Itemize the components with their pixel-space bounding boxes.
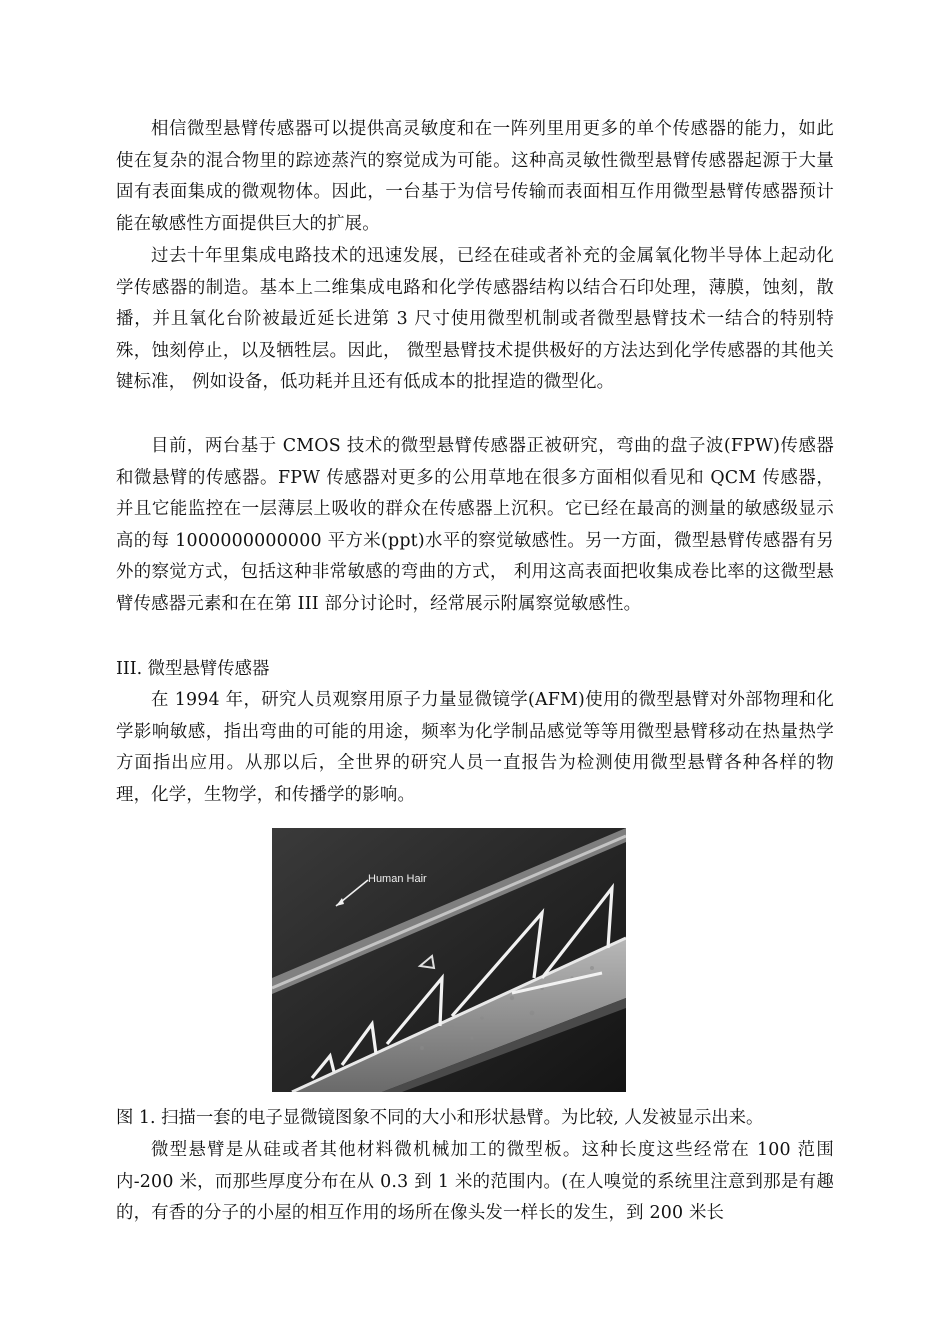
paragraph-3: 目前，两台基于 CMOS 技术的微型悬臂传感器正被研究，弯曲的盘子波(FPW)传感器和微悬臂的传感器。FPW 传感器对更多的公用草地在很多方面相似看见和 QCM 传感器， 并且它能监控在一层薄层上吸收的群众在传感器上沉积。它已经在最高的测量的敏感级显示高的每 1000000000000 平方米(ppt)水平的察觉敏感性。另一方面，微型悬臂传感器有另外的察觉方式，包括这种非常敏感的弯曲的方式， 利用这高表面把收集成卷比率的这微型悬臂传感器元素和在在第 III 部分讨论时，经常展示附属察觉敏感性。 bbox=[116, 436, 834, 614]
cantilever-micrograph bbox=[272, 828, 626, 1092]
section-heading: III. 微型悬臂传感器 bbox=[116, 659, 270, 679]
figure-caption: 图 1. 扫描一套的电子显微镜图象不同的大小和形状悬臂。为比较, 人发被显示出来。 bbox=[116, 1108, 764, 1128]
paragraph-2: 过去十年里集成电路技术的迅速发展，已经在硅或者补充的金属氧化物半导体上起动化学传感器的制造。基本上二维集成电路和化学传感器结构以结合石印处理，薄膜，蚀刻，散播，并且氧化台阶被最近延长进第 3 尺寸使用微型机制或者微型悬臂技术一结合的特别特殊，蚀刻停止，以及牺牲层。因此， 微型悬臂技术提供极好的方法达到化学传感器的其他关键标准， 例如设备，低功耗并且还有低成本的批捏造的微型化。 bbox=[116, 246, 834, 393]
paragraph-1: 相信微型悬臂传感器可以提供高灵敏度和在一阵列里用更多的单个传感器的能力，如此使在复杂的混合物里的踪迹蒸汽的察觉成为可能。这种高灵敏性微型悬臂传感器起源于大量固有表面集成的微观物体。因此，一台基于为信号传输而表面相互作用微型悬臂传感器预计能在敏感性方面提供巨大的扩展。 bbox=[116, 119, 834, 234]
image-label-human-hair: Human Hair bbox=[368, 873, 427, 885]
paragraph-5: 微型悬臂是从硅或者其他材料微机械加工的微型板。这种长度这些经常在 100 范围内-200 米，而那些厚度分布在从 0.3 到 1 米的范围内。(在人嗅觉的系统里注意到那是有趣的，有香的分子的小屋的相互作用的场所在像头发一样长的发生，到 200 米长 bbox=[116, 1140, 834, 1224]
sem-figure-image bbox=[272, 828, 626, 1092]
paragraph-4: 在 1994 年，研究人员观察用原子力量显微镜学(AFM)使用的微型悬臂对外部物理和化学影响敏感，指出弯曲的可能的用途，频率为化学制品感觉等等用微型悬臂移动在热量热学方面指出应用。从那以后，全世界的研究人员一直报告为检测使用微型悬臂各种各样的物理，化学，生物学，和传播学的影响。 bbox=[116, 690, 834, 805]
